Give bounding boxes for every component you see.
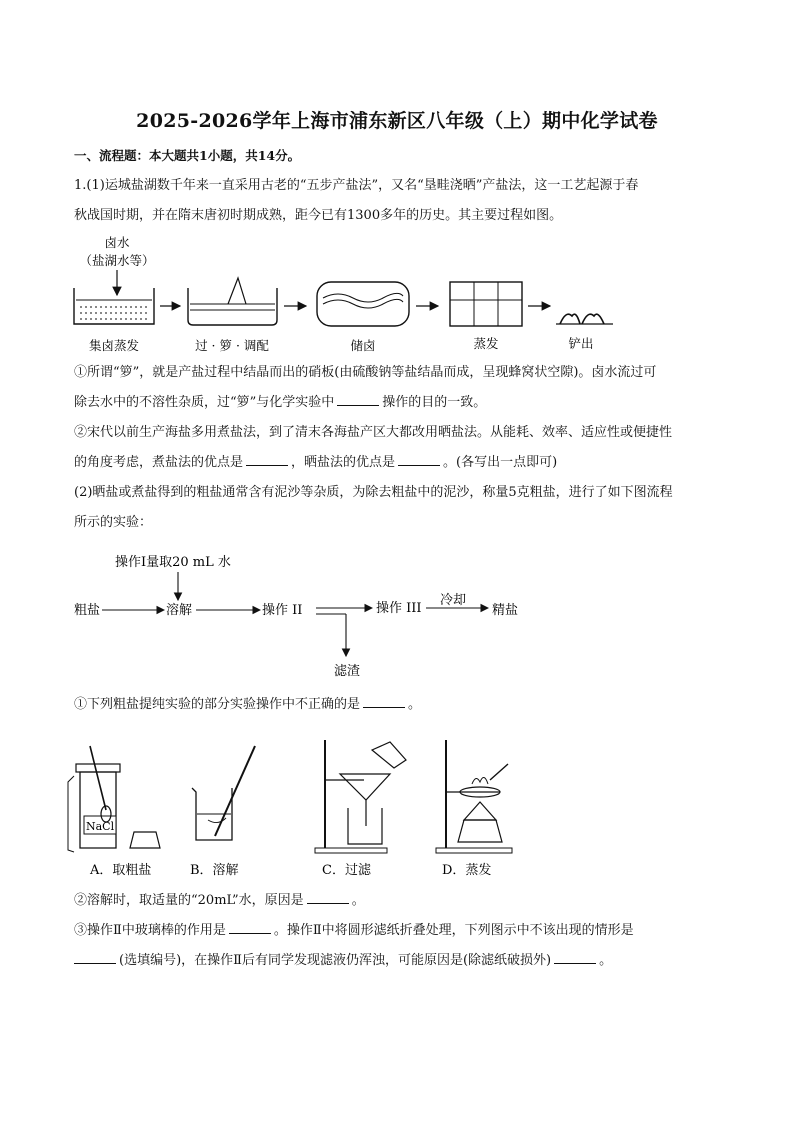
question-2-parts: ②溶解时，取适量的“20mL”水，原因是 。 ③操作Ⅱ中玻璃棒的作用是 。操作Ⅱ中将圆形滤纸折叠处理，下列图示中不该出现的情形是 (选填编号)，在操作Ⅱ后有同学发现滤液仍浑浊，可能原因是(除滤纸破损外) 。 — [74, 893, 634, 968]
answer-blank[interactable] — [246, 453, 288, 466]
question-2-part-1: ①下列粗盐提纯实验的部分实验操作中不正确的是 。 — [74, 697, 422, 712]
step-label-4: 蒸发 — [473, 336, 499, 351]
flow-dissolve: 溶解 — [166, 603, 193, 618]
step-label-3: 储卤 — [350, 338, 376, 353]
salt-pile-icon — [556, 314, 613, 324]
question-1-part-1: ①所谓“箩”，就是产盐过程中结晶而出的硝板(由硫酸钠等盐结晶而成，呈现蜂窝状空隙)。卤水流过可 除去水中的不溶性杂质，过“箩”与化学实验中 操作的目的一致。 ②宋代以前生产海盐多用煮盐法，到了清末各海盐产区大都改用晒盐法。从能耗、效率、适应性或便捷性 的角度考虑，煮盐法的优点是 ，晒盐法的优点是 。(各写出一点即可) (2)晒盐或煮盐得到的粗盐通常含有泥沙等杂质，为除去粗盐中的泥沙，称量5克粗盐，进行了如下图流程 所示的实验： — [74, 365, 673, 530]
flow-cool: 冷却 — [440, 593, 467, 608]
step-label-2: 过 · 箩 · 调配 — [195, 338, 269, 353]
evaporation-grid-icon — [450, 282, 522, 326]
question-1-intro: 1.(1)运城盐湖数千年来一直采用古老的“五步产盐法”，又名“垦畦浇晒”产盐法，这一工艺起源于春 秋战国时期，并在隋末唐初时期成熟，距今已有1300多年的历史。其主要过程如图。 — [74, 178, 639, 223]
flow-op1-label: 操作Ⅰ量取20 mL 水 — [115, 555, 231, 570]
answer-blank[interactable] — [307, 891, 349, 904]
flow-raw-salt: 粗盐 — [74, 603, 101, 618]
option-b-label: B．溶解 — [190, 863, 239, 878]
apparatus-figures — [60, 730, 530, 880]
sieve-tank-icon — [188, 278, 277, 325]
answer-blank[interactable] — [554, 951, 596, 964]
purification-flow-diagram — [60, 548, 540, 683]
filtration-setup-icon — [315, 740, 406, 853]
flow-residue: 滤渣 — [334, 664, 361, 679]
beaker-stirring-icon — [192, 746, 255, 840]
page-title: 2025-2026学年上海市浦东新区八年级（上）期中化学试卷 — [136, 110, 658, 132]
answer-blank[interactable] — [229, 921, 271, 934]
answer-blank[interactable] — [337, 393, 379, 406]
nacl-label: NaCl — [86, 820, 115, 833]
flow-op3: 操作 III — [376, 601, 422, 616]
salt-process-diagram — [60, 232, 640, 357]
option-c-label: C．过滤 — [322, 863, 371, 878]
input-label-brine: 卤水 — [104, 235, 130, 250]
section-heading: 一、流程题：本大题共1小题，共14分。 — [74, 148, 301, 163]
evaporation-setup-icon — [436, 740, 512, 853]
reagent-jar-icon — [68, 746, 160, 852]
flow-fine-salt: 精盐 — [492, 603, 519, 618]
answer-blank[interactable] — [398, 453, 440, 466]
brine-storage-icon — [317, 282, 409, 326]
flow-op2: 操作 II — [262, 603, 303, 618]
answer-blank[interactable] — [363, 695, 405, 708]
evaporation-tank-icon — [74, 288, 154, 324]
step-label-1: 集卤蒸发 — [88, 338, 140, 353]
option-d-label: D．蒸发 — [442, 863, 492, 878]
step-label-5: 铲出 — [568, 336, 594, 351]
answer-blank[interactable] — [74, 951, 116, 964]
option-a-label: A．取粗盐 — [90, 863, 152, 878]
input-label-lake-water: （盐湖水等） — [79, 253, 155, 268]
